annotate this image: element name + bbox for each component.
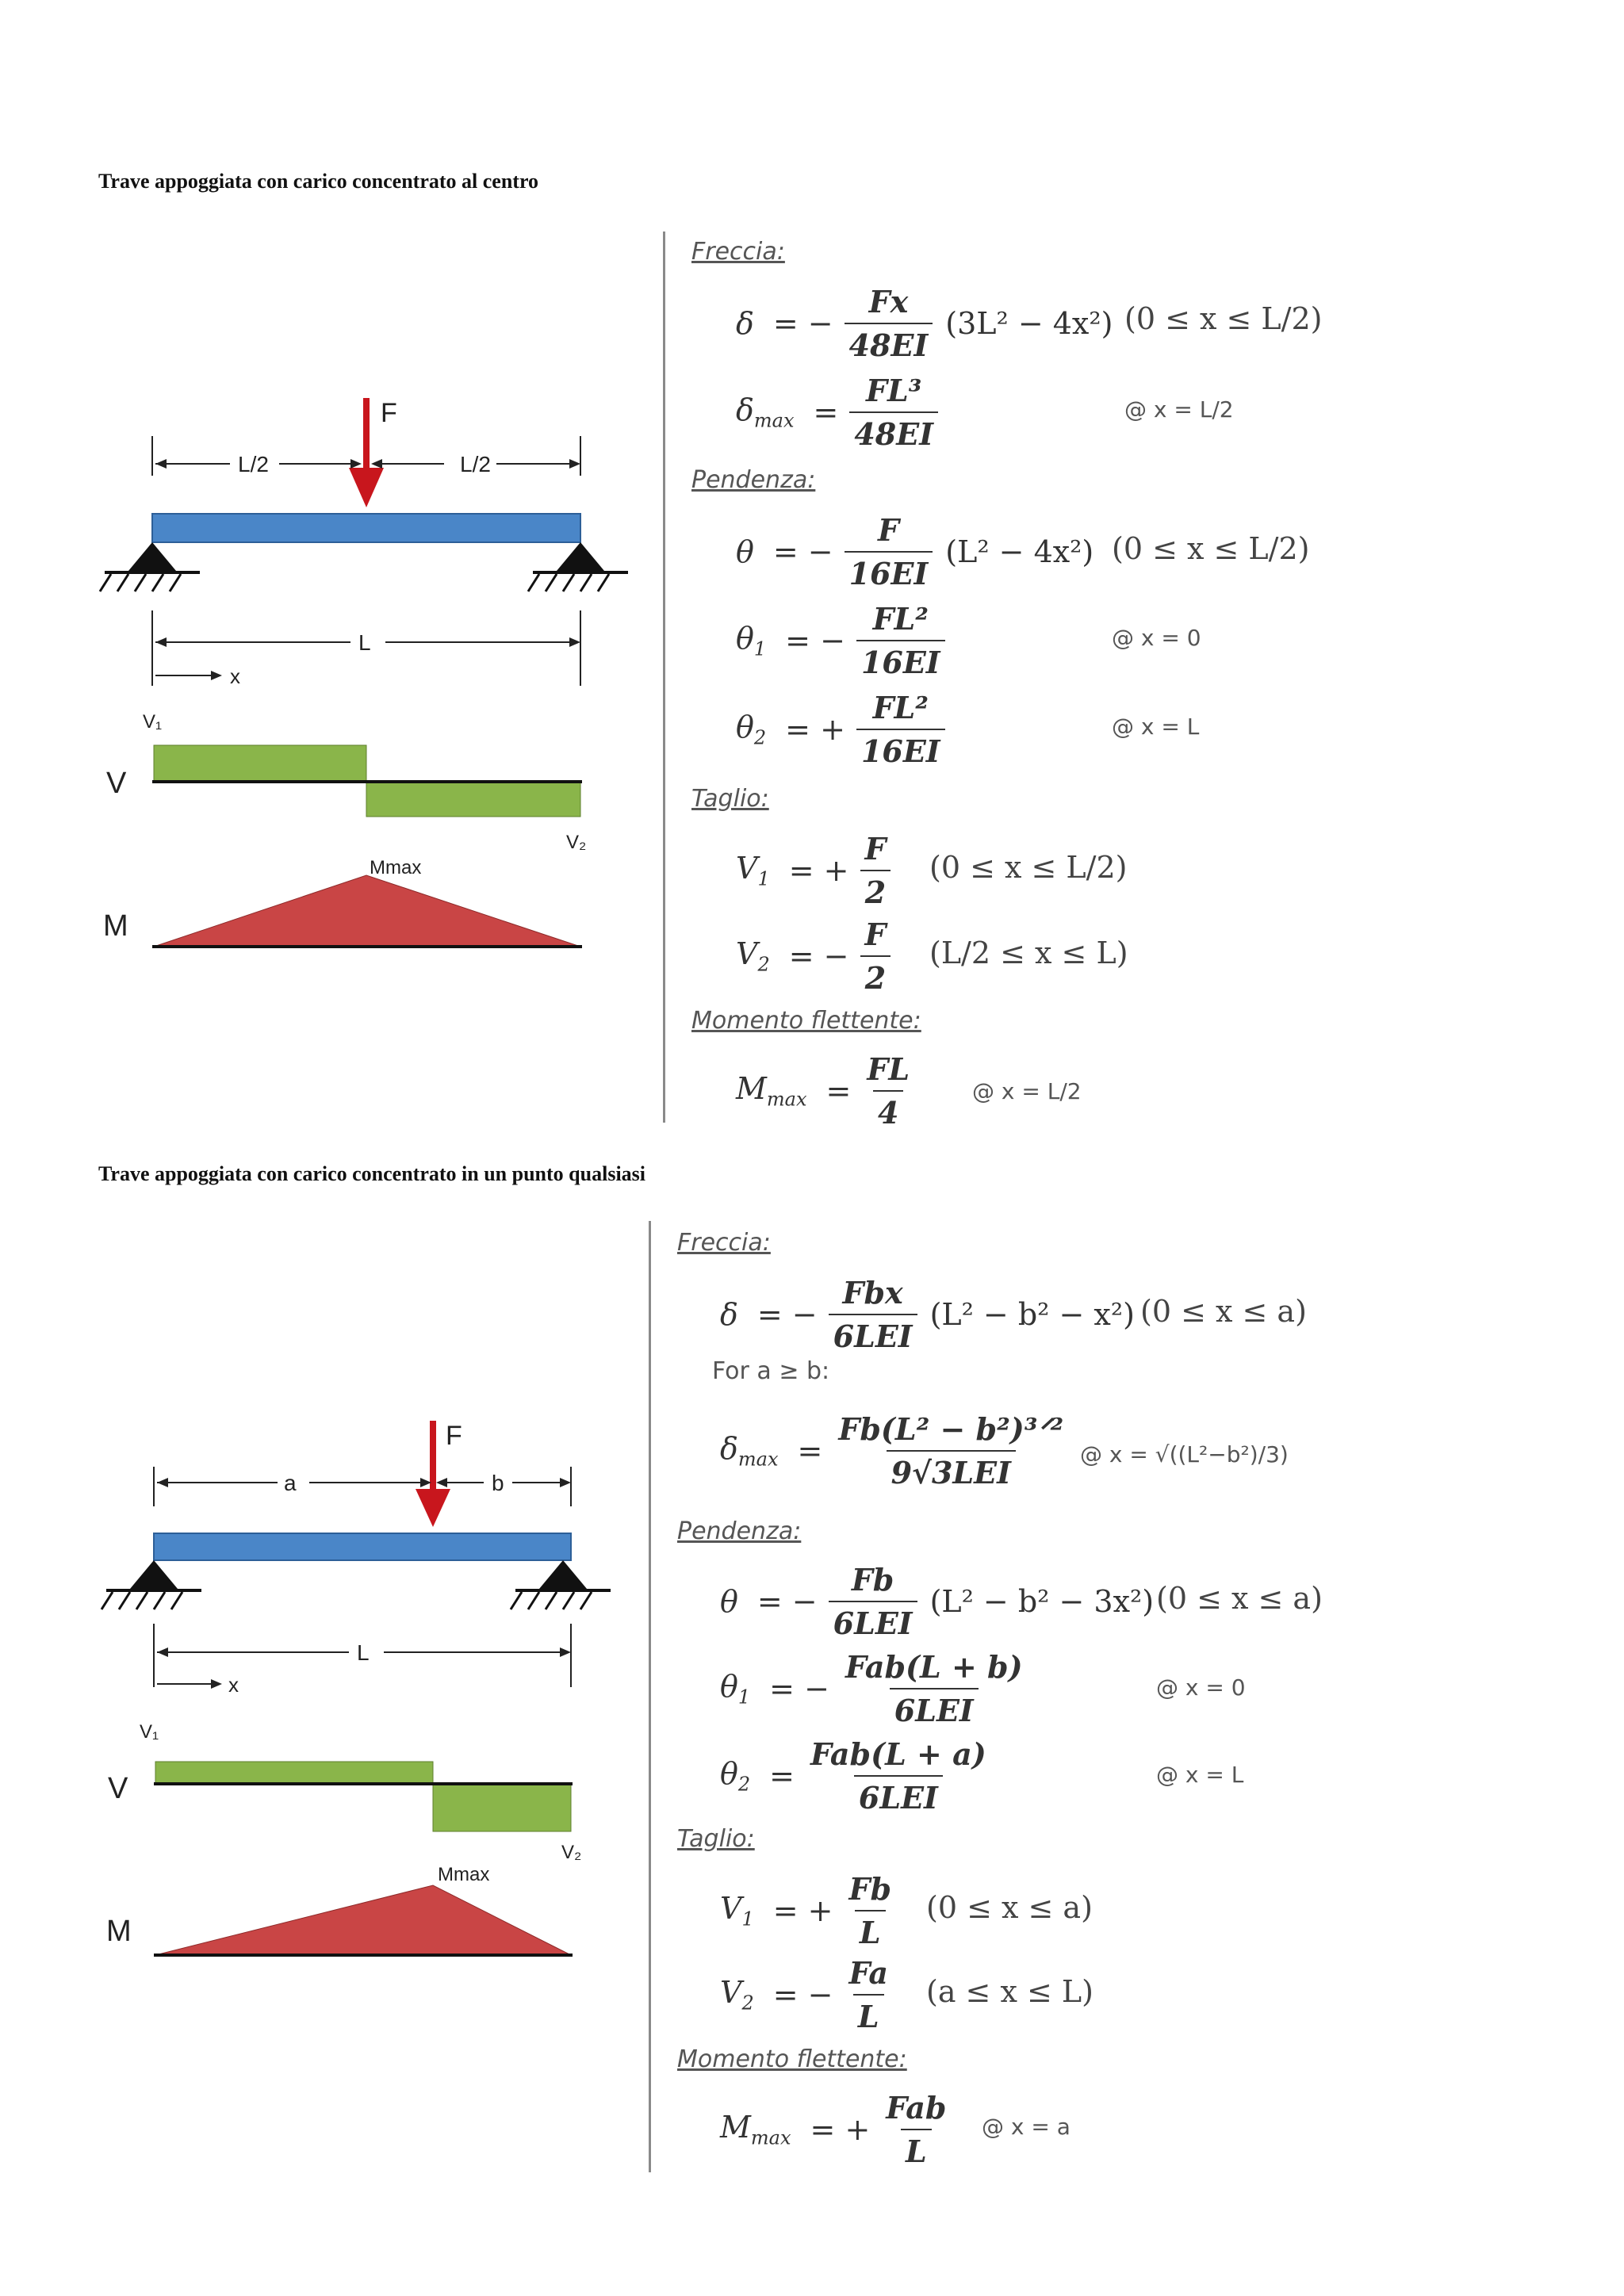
- divider-line: [663, 232, 665, 1123]
- at-max-deflection: @ x = √((L²−b²)/3): [1080, 1441, 1289, 1468]
- moment-triangle: [155, 1885, 571, 1955]
- beam-diagram-point-load: [79, 1410, 650, 1980]
- moment-triangle: [154, 875, 580, 947]
- range-shear-1: (0 ≤ x ≤ a): [926, 1890, 1093, 1925]
- dim-b: b: [492, 1471, 504, 1495]
- eq-slope-2: $\theta_2$ = + $\frac{\text{FL²}}{16EI}$: [736, 690, 948, 769]
- beam: [152, 514, 580, 542]
- eq-slope-1: $\theta_1$ = − $\frac{\text{Fab(L + b)}}{\text{6LEI}}$: [720, 1649, 1023, 1728]
- eq-slope-2: $\theta_2$ = $\frac{\text{Fab(L + a)}}{\text{6LEI}}$: [720, 1736, 986, 1816]
- dim-length: L: [357, 1640, 370, 1665]
- x-label: x: [228, 1673, 239, 1697]
- heading-taglio: Taglio:: [691, 785, 769, 813]
- beam-diagram-center-load: [79, 388, 650, 983]
- at-moment-max: @ x = L/2: [972, 1078, 1082, 1104]
- v1-label: V₁: [143, 711, 163, 733]
- at-slope-2: @ x = L: [1112, 714, 1200, 740]
- eq-shear-2: $V_2$ = − $\frac{F}{2}$: [736, 916, 894, 996]
- dim-half-left: L/2: [238, 452, 269, 476]
- heading-momento: Momento flettente:: [677, 2045, 907, 2073]
- force-arrow-head: [416, 1489, 450, 1527]
- eq-slope: θ = − $\frac{F}{16EI}$ (L² − 4x²): [736, 512, 1094, 591]
- left-support: [130, 1560, 178, 1589]
- force-arrow-head: [349, 468, 384, 507]
- force-label: F: [381, 398, 397, 428]
- mmax-label: Mmax: [438, 1864, 490, 1885]
- eq-deflection: δ = − $\frac{Fx}{48EI}$ (3L² − 4x²): [736, 284, 1113, 363]
- range-deflection: (0 ≤ x ≤ a): [1140, 1294, 1307, 1329]
- eq-shear-1: $V_1$ = + $\frac{Fb}{L}$: [720, 1871, 892, 1950]
- dim-half-right: L/2: [460, 452, 491, 476]
- eq-shear-2: $V_2$ = − $\frac{Fa}{L}$: [720, 1955, 889, 2034]
- at-slope-1: @ x = 0: [1156, 1674, 1246, 1701]
- heading-taglio: Taglio:: [677, 1825, 755, 1853]
- v2-label: V₂: [561, 1842, 582, 1863]
- eq-deflection: δ = − $\frac{\text{Fbx}}{\text{6LEI}}$ (L² − b² − x²): [720, 1275, 1135, 1354]
- section-title: Trave appoggiata con carico concentrato al centro: [98, 170, 539, 193]
- beam: [154, 1533, 571, 1560]
- eq-moment-max: $M_{max}$ = $\frac{FL}{4}$: [736, 1051, 910, 1131]
- v1-label: V₁: [140, 1721, 159, 1743]
- heading-pendenza: Pendenza:: [691, 466, 816, 494]
- range-slope: (0 ≤ x ≤ L/2): [1112, 531, 1310, 566]
- at-slope-1: @ x = 0: [1112, 625, 1201, 651]
- range-deflection: (0 ≤ x ≤ L/2): [1124, 301, 1323, 336]
- right-support: [557, 542, 604, 571]
- eq-moment-max: $M_{max}$ = + $\frac{\text{Fab}}{L}$: [720, 2090, 947, 2169]
- eq-max-deflection: $\delta_{max}$ = $\frac{\text{Fb(L² − b²)³ᐟ²}}{\text{9√3LEI}}$: [720, 1411, 1064, 1490]
- dim-a: a: [284, 1471, 297, 1495]
- shear-positive: [154, 745, 366, 782]
- eq-shear-1: $V_1$ = + $\frac{F}{2}$: [736, 831, 894, 910]
- right-support: [539, 1560, 587, 1589]
- shear-label: V: [108, 1772, 128, 1805]
- at-max-deflection: @ x = L/2: [1124, 396, 1234, 423]
- v2-label: V₂: [566, 832, 587, 853]
- heading-momento: Momento flettente:: [691, 1007, 921, 1035]
- eq-slope: θ = − $\frac{Fb}{\text{6LEI}}$ (L² − b² − 3x²): [720, 1562, 1155, 1641]
- eq-slope-1: $\theta_1$ = − $\frac{\text{FL²}}{16EI}$: [736, 601, 948, 680]
- shear-negative: [433, 1784, 571, 1831]
- condition-note: For a ≥ b:: [712, 1357, 830, 1385]
- moment-label: M: [103, 909, 128, 943]
- range-shear-2: (L/2 ≤ x ≤ L): [929, 936, 1128, 970]
- moment-label: M: [106, 1915, 132, 1948]
- force-label: F: [446, 1421, 462, 1451]
- shear-label: V: [106, 767, 127, 800]
- section-title: Trave appoggiata con carico concentrato in un punto qualsiasi: [98, 1162, 646, 1185]
- range-slope: (0 ≤ x ≤ a): [1156, 1581, 1323, 1616]
- heading-freccia: Freccia:: [677, 1229, 771, 1257]
- eq-max-deflection: $\delta_{max}$ = $\frac{\text{FL³}}{48EI}$: [736, 373, 941, 452]
- dim-length: L: [358, 630, 371, 655]
- heading-freccia: Freccia:: [691, 238, 785, 266]
- range-shear-1: (0 ≤ x ≤ L/2): [929, 850, 1128, 885]
- at-moment-max: @ x = a: [982, 2114, 1071, 2140]
- shear-negative: [366, 782, 580, 817]
- left-support: [128, 542, 176, 571]
- x-label: x: [230, 664, 240, 688]
- heading-pendenza: Pendenza:: [677, 1517, 802, 1545]
- range-shear-2: (a ≤ x ≤ L): [926, 1974, 1094, 2009]
- divider-line: [649, 1221, 651, 2172]
- shear-positive: [155, 1762, 433, 1784]
- mmax-label: Mmax: [370, 857, 422, 878]
- at-slope-2: @ x = L: [1156, 1762, 1244, 1788]
